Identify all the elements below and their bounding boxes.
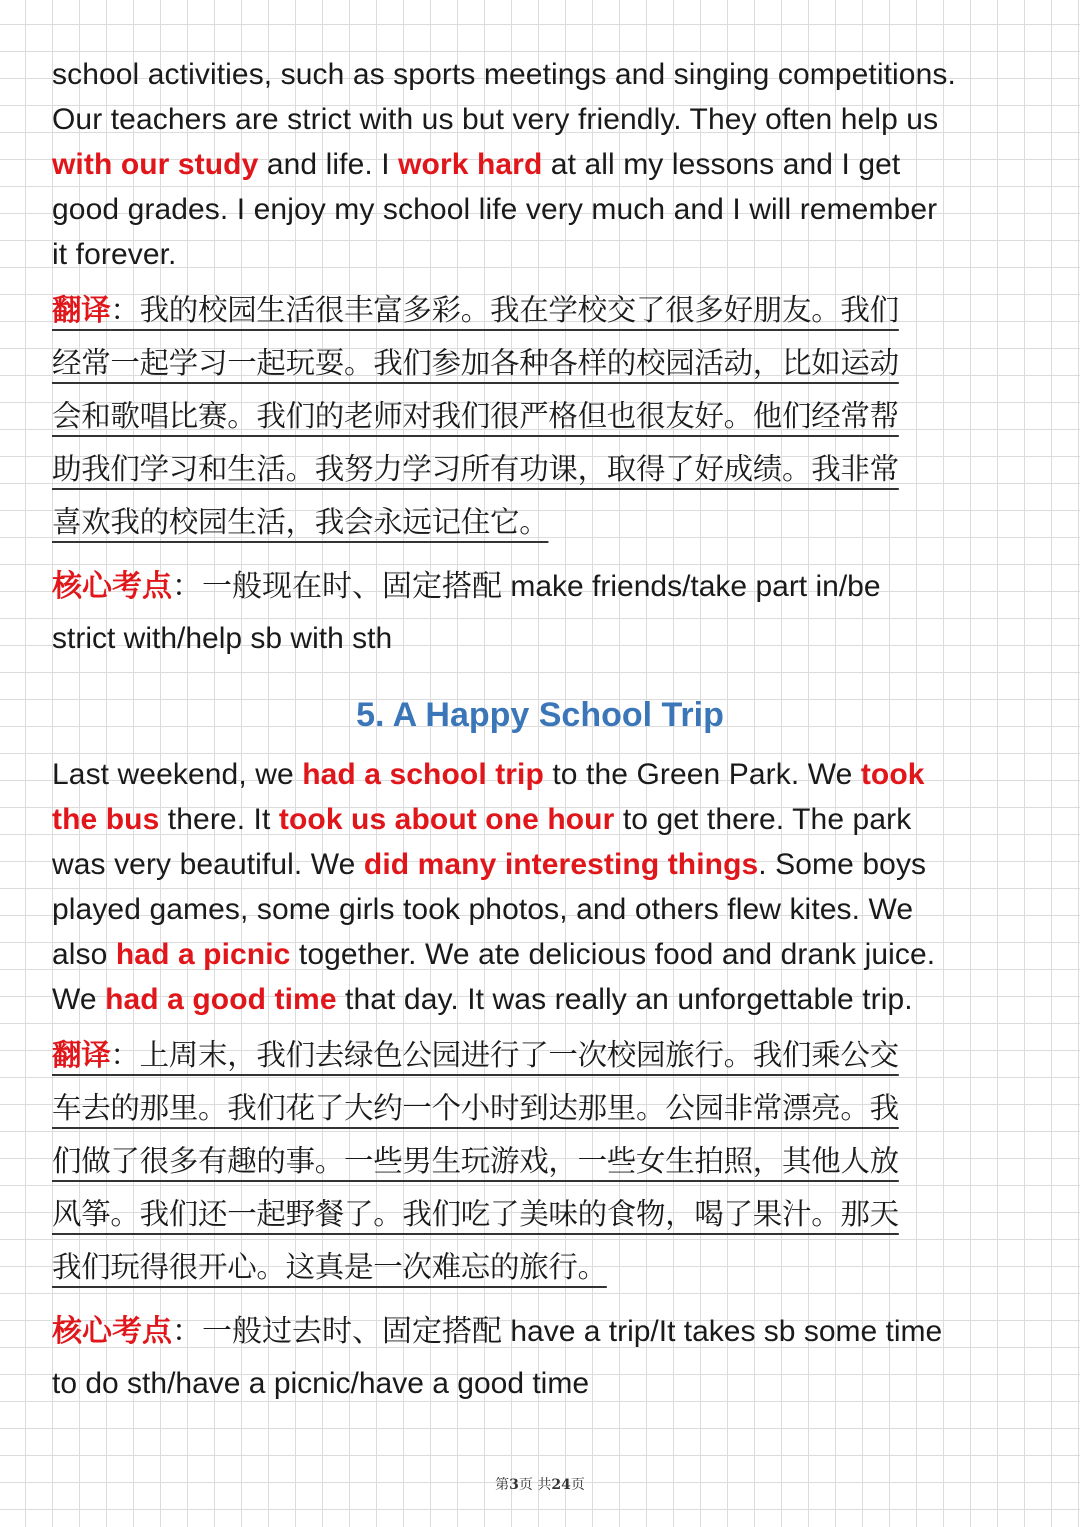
text-run: We [52,983,106,1016]
paragraph-line [52,187,956,232]
text-run: to get there. The park [614,803,912,836]
paragraph-line [52,797,935,842]
essay-5-keypoint [52,1306,1032,1410]
translation-line: 翻译：上周末，我们去绿色公园进行了一次校园旅行。我们乘公交 [52,1038,899,1072]
translation-line: 助我们学习和生活。我努力学习所有功课，取得了好成绩。我非常 [52,452,899,486]
essay-5-title: 5. A Happy School Trip [356,696,724,734]
text-run: Our teachers are strict with us but very friendly. They often help us [52,103,939,136]
essay-4-english [52,52,956,277]
text-run: also [52,938,116,971]
paragraph-line [52,142,956,187]
translation-label: 翻译 [52,1038,111,1072]
essay-4-keypoint [52,561,1032,665]
text-run: at all my lessons and I get [542,148,901,181]
highlighted-phrase: had a picnic [115,938,291,971]
paragraph-line [52,52,956,97]
translation-line: 车去的那里。我们花了大约一个小时到达那里。公园非常漂亮。我 [52,1091,899,1125]
keypoint-text-line2: strict with/help sb with sth [52,622,393,655]
text-run: Last weekend, we [52,758,303,791]
paragraph-line [52,977,935,1022]
highlighted-phrase: the bus [52,803,160,836]
paragraph-line [52,97,956,142]
translation-line: 们做了很多有趣的事。一些男生玩游戏，一些女生拍照，其他人放 [52,1144,899,1178]
page-footer: 第3页 共24页 [495,1477,585,1493]
paragraph-line [52,932,935,977]
translation-label: 翻译 [52,293,111,327]
page-number: 3 [509,1477,519,1493]
highlighted-phrase: with our study [52,148,259,181]
keypoint-text-en: have a trip/It takes sb some time [502,1315,943,1348]
translation-line: 会和歌唱比赛。我们的老师对我们很严格但也很友好。他们经常帮 [52,399,899,433]
text-run: to the Green Park. We [543,758,861,791]
translation-line: 喜欢我的校园生活，我会永远记住它。 [52,505,549,539]
keypoint-text-en: make friends/take part in/be [502,570,881,603]
highlighted-phrase: took [860,758,925,791]
translation-line: 经常一起学习一起玩耍。我们参加各种各样的校园活动，比如运动 [52,346,899,380]
essay-5-translation [52,1029,1002,1294]
keypoint-label: 核心考点 [52,569,172,604]
text-run: . Some boys [758,848,927,881]
text-run: it forever. [52,238,177,271]
paragraph-line [52,752,935,797]
highlighted-phrase: had a good time [105,983,337,1016]
essay-5-english [52,752,935,1022]
translation-line: 风筝。我们还一起野餐了。我们吃了美味的食物，喝了果汁。那天 [52,1197,899,1231]
keypoint-label: 核心考点 [52,1314,172,1349]
paragraph-line [52,842,935,887]
text-run: there. It [159,803,279,836]
text-run: together. We ate delicious food and drank juice. [290,938,936,971]
translation-line: 翻译：我的校园生活很丰富多彩。我在学校交了很多好朋友。我们 [52,293,899,327]
highlighted-phrase: did many interesting things [363,848,759,881]
highlighted-phrase: work hard [398,148,543,181]
page-total: 24 [551,1477,571,1493]
text-run: and life. I [258,148,399,181]
highlighted-phrase: had a school trip [302,758,544,791]
text-run: good grades. I enjoy my school life very much and I will remember [52,193,938,226]
text-run: that day. It was really an unforgettable trip. [336,983,913,1016]
text-run: school activities, such as sports meetings and singing competitions. [52,58,956,91]
paragraph-line [52,232,956,277]
essay-4-translation [52,284,1002,549]
paragraph-line [52,887,935,932]
text-run: played games, some girls took photos, and others flew kites. We [52,893,914,926]
translation-line: 我们玩得很开心。这真是一次难忘的旅行。 [52,1250,607,1284]
keypoint-text-cn: ：一般现在时、固定搭配 [172,569,502,604]
text-run: was very beautiful. We [52,848,364,881]
highlighted-phrase: took us about one hour [278,803,615,836]
keypoint-text-cn: ：一般过去时、固定搭配 [172,1314,502,1349]
keypoint-text-line2: to do sth/have a picnic/have a good time [52,1367,590,1400]
